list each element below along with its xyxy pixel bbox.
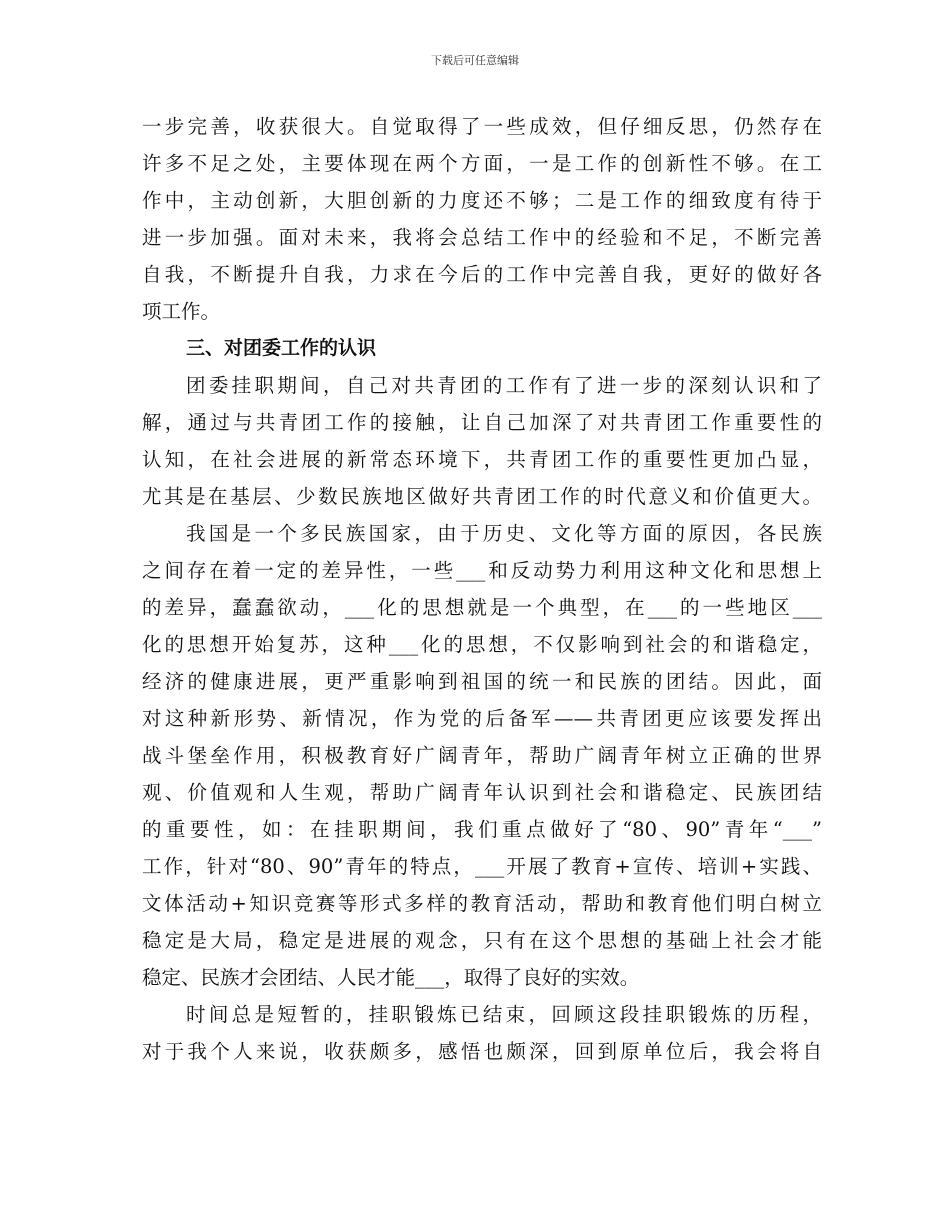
body-line: 稳定是大局，稳定是进展的观念，只有在这个思想的基础上社会才能	[142, 929, 822, 952]
body-line: 团委挂职期间，自己对共青团的工作有了进一步的深刻认识和了	[186, 374, 822, 397]
body-line: 时间总是短暂的，挂职锻炼已结束，回顾这段挂职锻炼的历程，	[186, 1003, 822, 1026]
body-line: 自我，不断提升自我，力求在今后的工作中完善自我，更好的做好各	[142, 263, 822, 286]
body-line: 化的思想开始复苏，这种___化的思想，不仅影响到社会的和谐稳定，	[142, 633, 822, 656]
body-line: 许多不足之处，主要体现在两个方面，一是工作的创新性不够。在工	[142, 152, 822, 175]
body-line: 战斗堡垒作用，积极教育好广阔青年，帮助广阔青年树立正确的世界	[142, 744, 822, 767]
body-line: 之间存在着一定的差异性，一些___和反动势力利用这种文化和思想上	[142, 559, 822, 582]
body-line: 进一步加强。面对未来，我将会总结工作中的经验和不足，不断完善	[142, 226, 822, 249]
body-line: 作中，主动创新，大胆创新的力度还不够；二是工作的细致度有待于	[142, 189, 822, 212]
body-line: 观、价值观和人生观，帮助广阔青年认识到社会和谐稳定、民族团结	[142, 781, 822, 804]
body-line: 文体活动+知识竞赛等形式多样的教育活动，帮助和教育他们明白树立	[142, 892, 822, 915]
body-line: 认知，在社会进展的新常态环境下，共青团工作的重要性更加凸显，	[142, 448, 822, 471]
body-line: 一步完善，收获很大。自觉取得了一些成效，但仔细反思，仍然存在	[142, 115, 822, 138]
document-body	[142, 108, 822, 1070]
body-line: 项工作。	[142, 300, 221, 323]
body-line: 我国是一个多民族国家，由于历史、文化等方面的原因，各民族	[186, 522, 822, 545]
body-line: 的差异，蠢蠢欲动，___化的思想就是一个典型，在___的一些地区___	[142, 596, 822, 619]
body-line: 解，通过与共青团工作的接触，让自己加深了对共青团工作重要性的	[142, 411, 822, 434]
body-line: 经济的健康进展，更严重影响到祖国的统一和民族的团结。因此，面	[142, 670, 822, 693]
page-header: 下载后可任意编辑	[431, 54, 519, 67]
body-line: 尤其是在基层、少数民族地区做好共青团工作的时代意义和价值更大。	[142, 485, 822, 508]
section-heading: 三、对团委工作的认识	[186, 337, 377, 359]
body-line: 稳定、民族才会团结、人民才能___，取得了良好的实效。	[142, 966, 640, 989]
body-line: 对这种新形势、新情况，作为党的后备军——共青团更应该要发挥出	[142, 707, 822, 730]
body-line: 工作，针对“80、90”青年的特点，___开展了教育+宣传、培训+实践、	[142, 855, 822, 878]
body-line: 的重要性，如：在挂职期间，我们重点做好了“80、90”青年“___”	[142, 818, 822, 841]
body-line: 对于我个人来说，收获颇多，感悟也颇深，回到原单位后，我会将自	[142, 1040, 822, 1063]
